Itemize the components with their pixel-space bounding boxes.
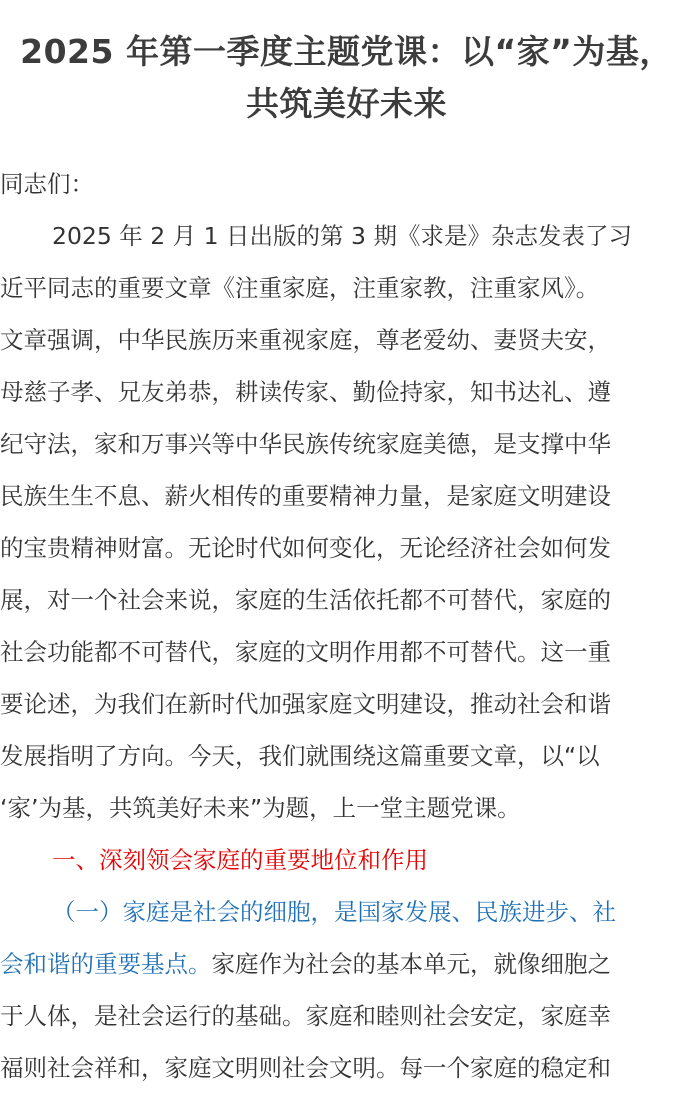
subsection-paragraph	[0, 886, 693, 1094]
document-body	[0, 158, 693, 1094]
title-line-1	[0, 26, 693, 78]
paragraph-intro	[0, 210, 693, 834]
paragraph-line: 纪守法，家和万事兴等中华民族传统家庭美德，是支撑中华	[0, 430, 611, 458]
title-year: 2025	[20, 32, 114, 71]
title-line-2: 共筑美好未来	[246, 84, 447, 123]
paragraph-line: 福则社会祥和，家庭文明则社会文明。每一个家庭的稳定和	[0, 1054, 611, 1082]
paragraph-line: 要论述，为我们在新时代加强家庭文明建设，推动社会和谐	[0, 690, 611, 718]
paragraph-line: 发展指明了方向。今天，我们就围绕这篇重要文章，以“以	[0, 742, 600, 770]
paragraph-line: 于人体，是社会运行的基础。家庭和睦则社会安定，家庭幸	[0, 1002, 611, 1030]
subsection-heading-continued: 会和谐的重要基点。	[0, 950, 212, 978]
paragraph-line: 文章强调，中华民族历来重视家庭，尊老爱幼、妻贤夫安，	[0, 326, 611, 354]
section-heading: 一、深刻领会家庭的重要地位和作用	[52, 846, 428, 874]
paragraph-line: 近平同志的重要文章《注重家庭，注重家教，注重家风》。	[0, 274, 600, 302]
paragraph-line: 母慈子孝、兄友弟恭，耕读传家、勤俭持家，知书达礼、遵	[0, 378, 611, 406]
page-title	[0, 26, 693, 130]
paragraph-line	[0, 938, 693, 990]
paragraph-line: ‘家’为基，共筑美好未来”为题，上一堂主题党课。	[0, 794, 521, 822]
title-line-1-text: 年第一季度主题党课：以“家”为基，	[113, 32, 673, 71]
paragraph-line: 2025 年 2 月 1 日出版的第 3 期《求是》杂志发表了习	[52, 222, 632, 250]
subsection-text: 家庭作为社会的基本单元，就像细胞之	[211, 950, 611, 978]
subsection-heading: （一）家庭是社会的细胞，是国家发展、民族进步、社	[52, 898, 616, 926]
greeting: 同志们：	[0, 170, 94, 198]
paragraph-line: 民族生生不息、薪火相传的重要精神力量，是家庭文明建设	[0, 482, 611, 510]
paragraph-line: 的宝贵精神财富。无论时代如何变化，无论经济社会如何发	[0, 534, 611, 562]
paragraph-line: 展，对一个社会来说，家庭的生活依托都不可替代，家庭的	[0, 586, 611, 614]
paragraph-line: 社会功能都不可替代，家庭的文明作用都不可替代。这一重	[0, 638, 611, 666]
